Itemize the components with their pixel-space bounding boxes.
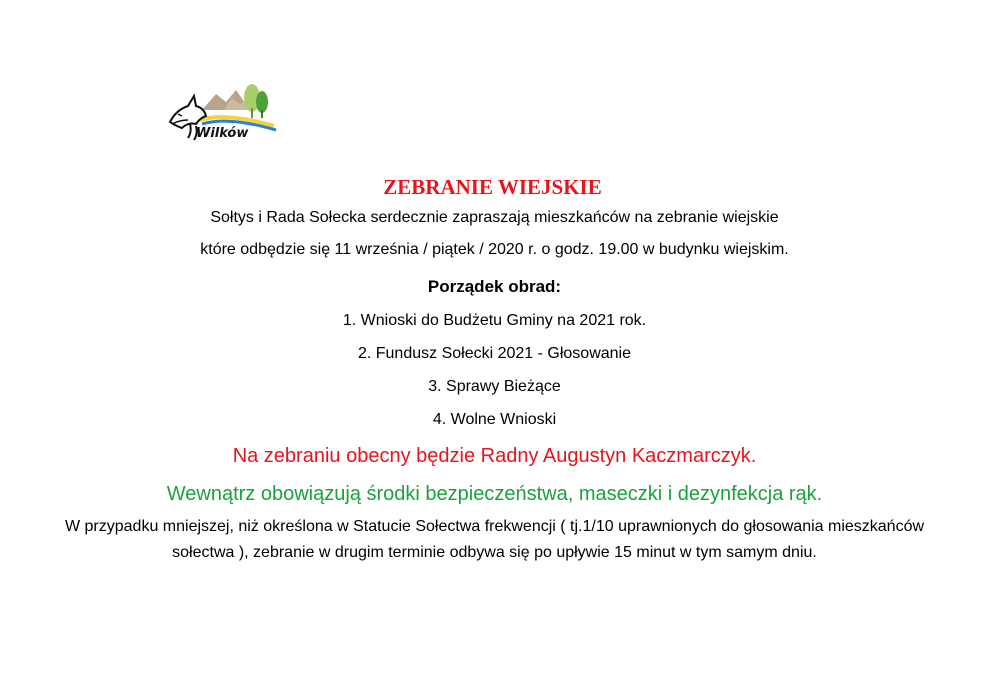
agenda-item: 1. Wnioski do Budżetu Gminy na 2021 rok. <box>342 312 647 329</box>
logo-text: Wilków <box>196 126 249 141</box>
safety-notice: Wewnątrz obowiązują środki bezpieczeństwa, maseczki i dezynfekcja rąk. <box>166 483 823 505</box>
page-title: ZEBRANIE WIEJSKIE <box>383 175 602 199</box>
quorum-paragraph: W przypadku mniejszej, niż określona w Statucie Sołectwa frekwencji ( tj.1/10 uprawnionych do głosowania mieszkańców sołectwa ), zebranie w drugim terminie odbywa się po upływie 15 minut w tym samym dniu. <box>64 518 925 561</box>
agenda-heading: Porządek obrad: <box>427 277 562 296</box>
intro-line-1: Sołtys i Rada Sołecka serdecznie zapraszają mieszkańców na zebranie wiejskie <box>210 209 779 226</box>
agenda-item: 3. Sprawy Bieżące <box>428 378 561 395</box>
village-logo <box>166 80 278 152</box>
intro-line-2: które odbędzie się 11 września / piątek / 2020 r. o godz. 19.00 w budynku wiejskim. <box>200 241 789 258</box>
guest-notice: Na zebraniu obecny będzie Radny Augustyn Kaczmarczyk. <box>232 445 757 467</box>
wolf-logo-icon <box>166 80 278 152</box>
agenda-item: 4. Wolne Wnioski <box>432 411 557 428</box>
agenda-item: 2. Fundusz Sołecki 2021 - Głosowanie <box>357 345 632 362</box>
announcement <box>0 172 989 566</box>
